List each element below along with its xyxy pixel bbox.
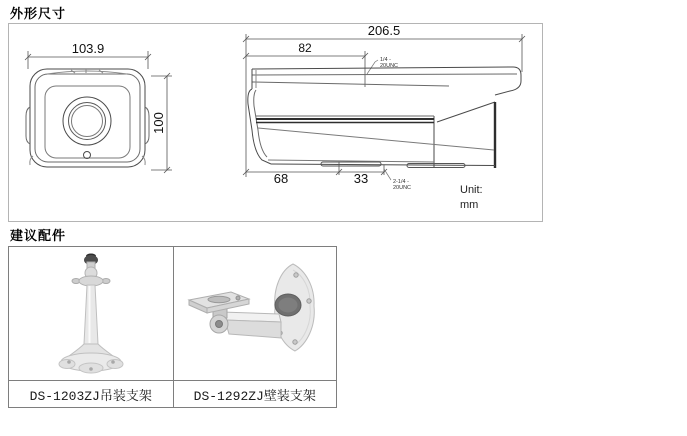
lens-ring — [69, 103, 106, 140]
lens-glass — [72, 106, 103, 137]
side-base-front-label: 68 — [273, 171, 289, 186]
dimension-drawing-panel — [8, 23, 543, 222]
wall-mount-bracket-label: DS-1292ZJ壁装支架 — [174, 380, 337, 407]
ceiling-mount-bracket-icon — [11, 248, 171, 380]
unit-label: Unit: — [460, 184, 483, 196]
accessory-cell-ceiling-mount — [9, 247, 173, 407]
ceiling-mount-bracket-label: DS-1203ZJ吊装支架 — [9, 380, 173, 407]
camera-dimension-drawing — [9, 24, 542, 221]
wall-mount-bracket-image — [174, 247, 337, 380]
front-height-label: 100 — [151, 112, 166, 134]
side-view-drawing — [243, 34, 525, 180]
top-thread-leader — [367, 60, 378, 74]
side-top-section-label: 82 — [298, 41, 312, 55]
front-view-drawing — [25, 51, 172, 173]
bottom-thread-label-line1: 2-1/4 - — [393, 179, 409, 185]
front-width-label: 103.9 — [71, 41, 105, 56]
accessories-table — [8, 246, 337, 408]
lens-outer-ring — [63, 97, 111, 145]
dimensions-section-title: 外形尺寸 — [10, 6, 67, 21]
accessory-cell-wall-mount — [173, 247, 337, 407]
ceiling-mount-bracket-image — [9, 247, 173, 380]
bottom-thread-label-line2: 20UNC — [393, 185, 412, 191]
side-base-slot-label: 33 — [353, 171, 369, 186]
bottom-thread-leader — [384, 169, 391, 180]
top-thread-label-line2: 20UNC — [380, 63, 399, 69]
side-total-length-dimension — [243, 34, 525, 177]
top-thread-label-line1: 1/4 - — [380, 57, 392, 63]
accessories-section-title: 建议配件 — [10, 228, 67, 243]
wall-mount-bracket-icon — [175, 248, 335, 380]
front-screw — [84, 152, 91, 159]
side-total-length-label: 206.5 — [367, 24, 401, 38]
unit-value: mm — [460, 199, 479, 211]
